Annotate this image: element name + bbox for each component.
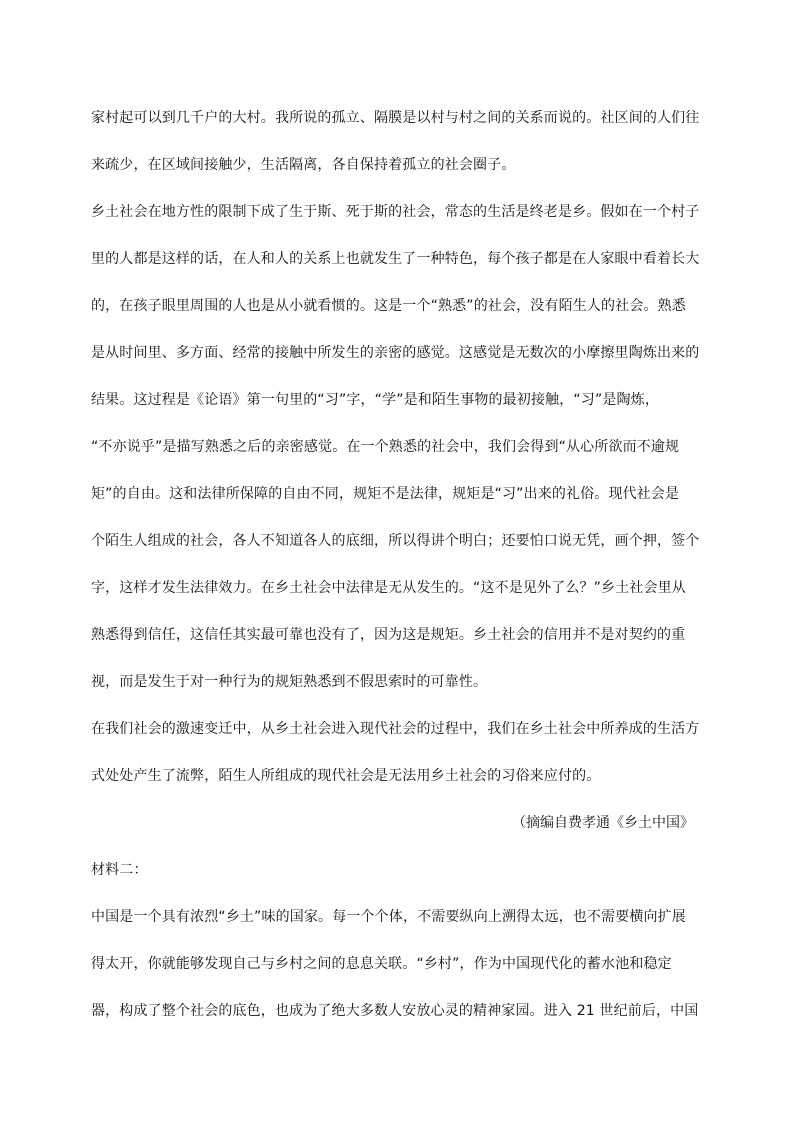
text-line: 式处处产生了流弊，陌生人所组成的现代社会是无法用乡土社会的习俗来应付的。: [91, 768, 601, 784]
text-line: 里的人都是这样的话，在人和人的关系上也就发生了一种特色，每个孩子都是在人家眼中看着长大: [91, 251, 700, 267]
text-line: 在我们社会的激速变迁中，从乡土社会进入现代社会的过程中，我们在乡土社会中所养成的生活方: [91, 721, 700, 737]
text-line: 器，构成了整个社会的底色，也成为了绝大多数人安放心灵的精神家园。进入 21 世纪前后，中国: [91, 1003, 699, 1019]
text-line: 结果。这过程是《论语》第一句里的“习”字，“学”是和陌生事物的最初接触，“习”是陶炼，: [91, 392, 659, 408]
text-line: “不亦说乎”是描写熟悉之后的亲密感觉。在一个熟悉的社会中，我们会得到“从心所欲而不逾规: [91, 439, 680, 455]
text-line: 是从时间里、多方面、经常的接触中所发生的亲密的感觉。这感觉是无数次的小摩擦里陶炼出来的: [91, 345, 700, 361]
text-line: 熟悉得到信任，这信任其实最可靠也没有了，因为这是规矩。乡土社会的信用并不是对契约的重: [91, 627, 686, 643]
text-line: 中国是一个具有浓烈“乡土”味的国家。每一个个体，不需要纵向上溯得太远，也不需要横向扩展: [91, 909, 686, 925]
text-line: 字，这样才发生法律效力。在乡土社会中法律是无从发生的。“这不是见外了么？”乡土社会里从: [91, 580, 686, 596]
text-line: 得太开，你就能够发现自己与乡村之间的息息关联。“乡村”，作为中国现代化的蓄水池和稳定: [91, 956, 672, 972]
text-line: 视，而是发生于对一种行为的规矩熟悉到不假思索时的可靠性。: [91, 674, 488, 690]
text-line: 个陌生人组成的社会，各人不知道各人的底细，所以得讲个明白；还要怕口说无凭，画个押，签个: [91, 533, 700, 549]
text-line: 来疏少，在区域间接触少，生活隔离，各自保持着孤立的社会圈子。: [91, 157, 516, 173]
text-line: 乡土社会在地方性的限制下成了生于斯、死于斯的社会，常态的生活是终老是乡。假如在一个村子: [91, 204, 700, 220]
text-line: 的，在孩子眼里周围的人也是从小就看惯的。这是一个“熟悉”的社会，没有陌生人的社会。熟悉: [91, 298, 686, 314]
text-line: 家村起可以到几千户的大村。我所说的孤立、隔膜是以村与村之间的关系而说的。社区间的人们往: [91, 110, 700, 126]
section-heading: 材料二：: [91, 862, 148, 878]
text-line: 矩”的自由。这和法律所保障的自由不同，规矩不是法律，规矩是“习”出来的礼俗。现代社会是: [91, 486, 680, 502]
source-citation: （摘编自费孝通《乡土中国》: [512, 815, 694, 831]
